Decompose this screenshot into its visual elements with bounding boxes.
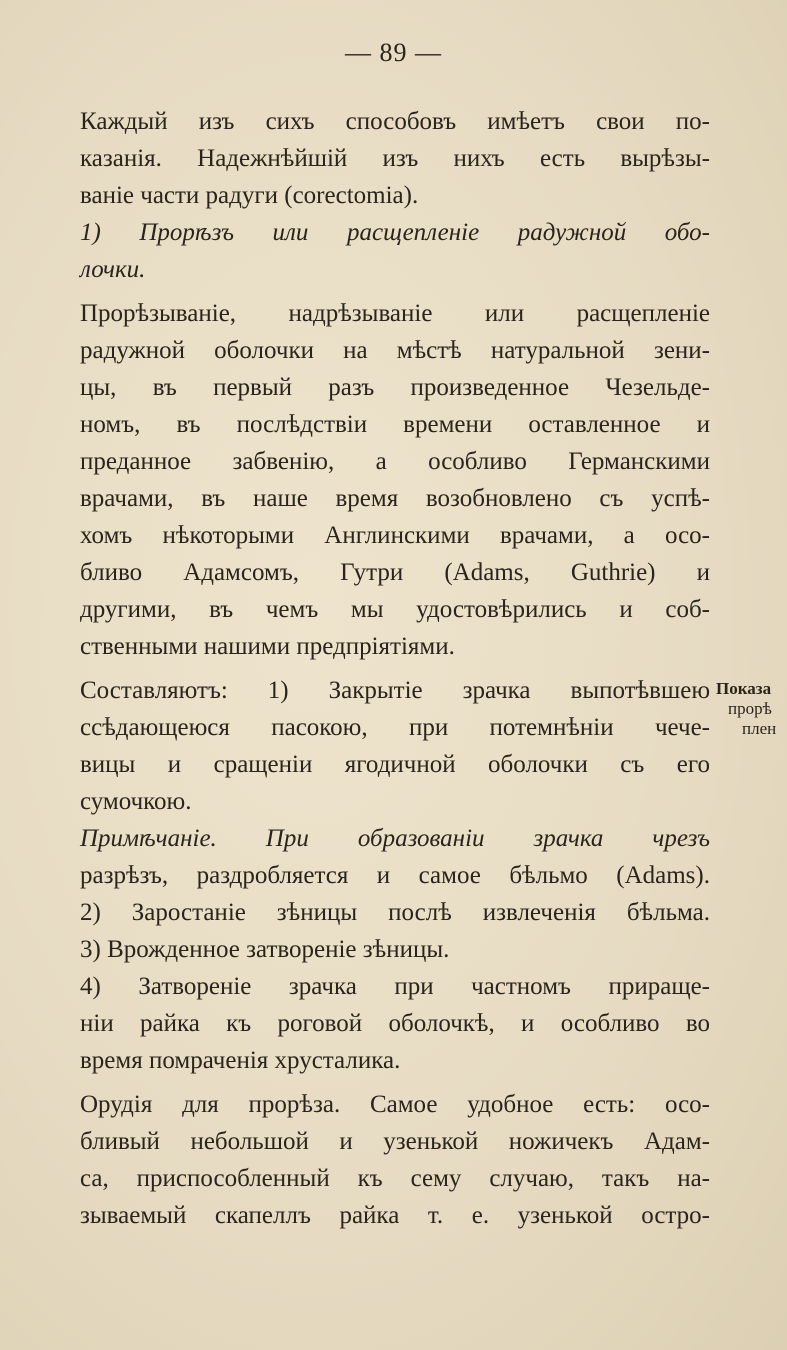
text-line: разрѣзъ, раздробляется и самое бѣльмо (Adams). (80, 862, 710, 889)
text-line: вицы и сращеніи ягодичной оболочки съ его (80, 751, 710, 778)
text-line: са, приспособленный къ сему случаю, такъ на- (80, 1165, 710, 1192)
text-line: Орудія для прорѣза. Самое удобное есть: осо- (80, 1091, 710, 1118)
text-line: зываемый скапеллъ райка т. е. узенькой остро- (80, 1202, 710, 1229)
text-line: ссѣдающеюся пасокою, при потемнѣніи чече- (80, 714, 710, 741)
page-number: — 89 — (345, 38, 442, 67)
section-heading: лочки. (80, 256, 146, 283)
text-line: радужной оболочки на мѣстѣ натуральной зени- (80, 337, 710, 364)
text-line: Прорѣзываніе, надрѣзываніе или расщепленіе (80, 300, 710, 327)
margin-note-line: прорѣ (728, 699, 772, 718)
text-line: преданное забвенію, а особливо Германскими (80, 448, 710, 475)
text-line: 4) Затвореніе зрачка при частномъ приращe- (80, 973, 710, 1000)
text-line: цы, въ первый разъ произведенное Чезельде- (80, 374, 710, 401)
section-heading: 1) Прорѣзъ или расщепленіе радужной обо- (80, 219, 710, 246)
margin-note-line: Показа (716, 679, 772, 698)
text-line: Каждый изъ сихъ способовъ имѣетъ свои по- (80, 108, 710, 135)
text-line: хомъ нѣкоторыми Англинскими врачами, а осо- (80, 522, 710, 549)
text-line: ственными нашими предпріятіями. (80, 633, 455, 660)
text-line: 2) Заростаніе зѣницы послѣ извлеченія бѣльма. (80, 899, 710, 926)
note-line: Примѣчаніе. При образованіи зрачка чрезъ (80, 825, 710, 852)
text-line: 3) Врожденное затвореніе зѣницы. (80, 936, 450, 963)
text-line: казанія. Надежнѣйшій изъ нихъ есть вырѣзы- (80, 145, 710, 172)
text-line: Составляютъ: 1) Закрытіе зрачка выпотѣвшею (80, 677, 710, 704)
text-line: врачами, въ наше время возобновлено съ успѣ- (80, 485, 710, 512)
text-line: другими, въ чемъ мы удостовѣрились и соб- (80, 596, 710, 623)
text-line: сумочкою. (80, 788, 192, 815)
text-line: номъ, въ послѣдствіи времени оставленное и (80, 411, 710, 438)
margin-note-line: плен (742, 719, 777, 738)
text-line: ваніе части радуги (corectomia). (80, 182, 419, 209)
text-line: бливо Адамсомъ, Гутри (Adams, Guthrie) и (80, 559, 710, 586)
text-line: ніи райка къ роговой оболочкѣ, и особливо во (80, 1010, 710, 1037)
text-line: бливый небольшой и узенькой ножичекъ Адам- (80, 1128, 710, 1155)
text-line: время помраченія хрусталика. (80, 1047, 401, 1074)
